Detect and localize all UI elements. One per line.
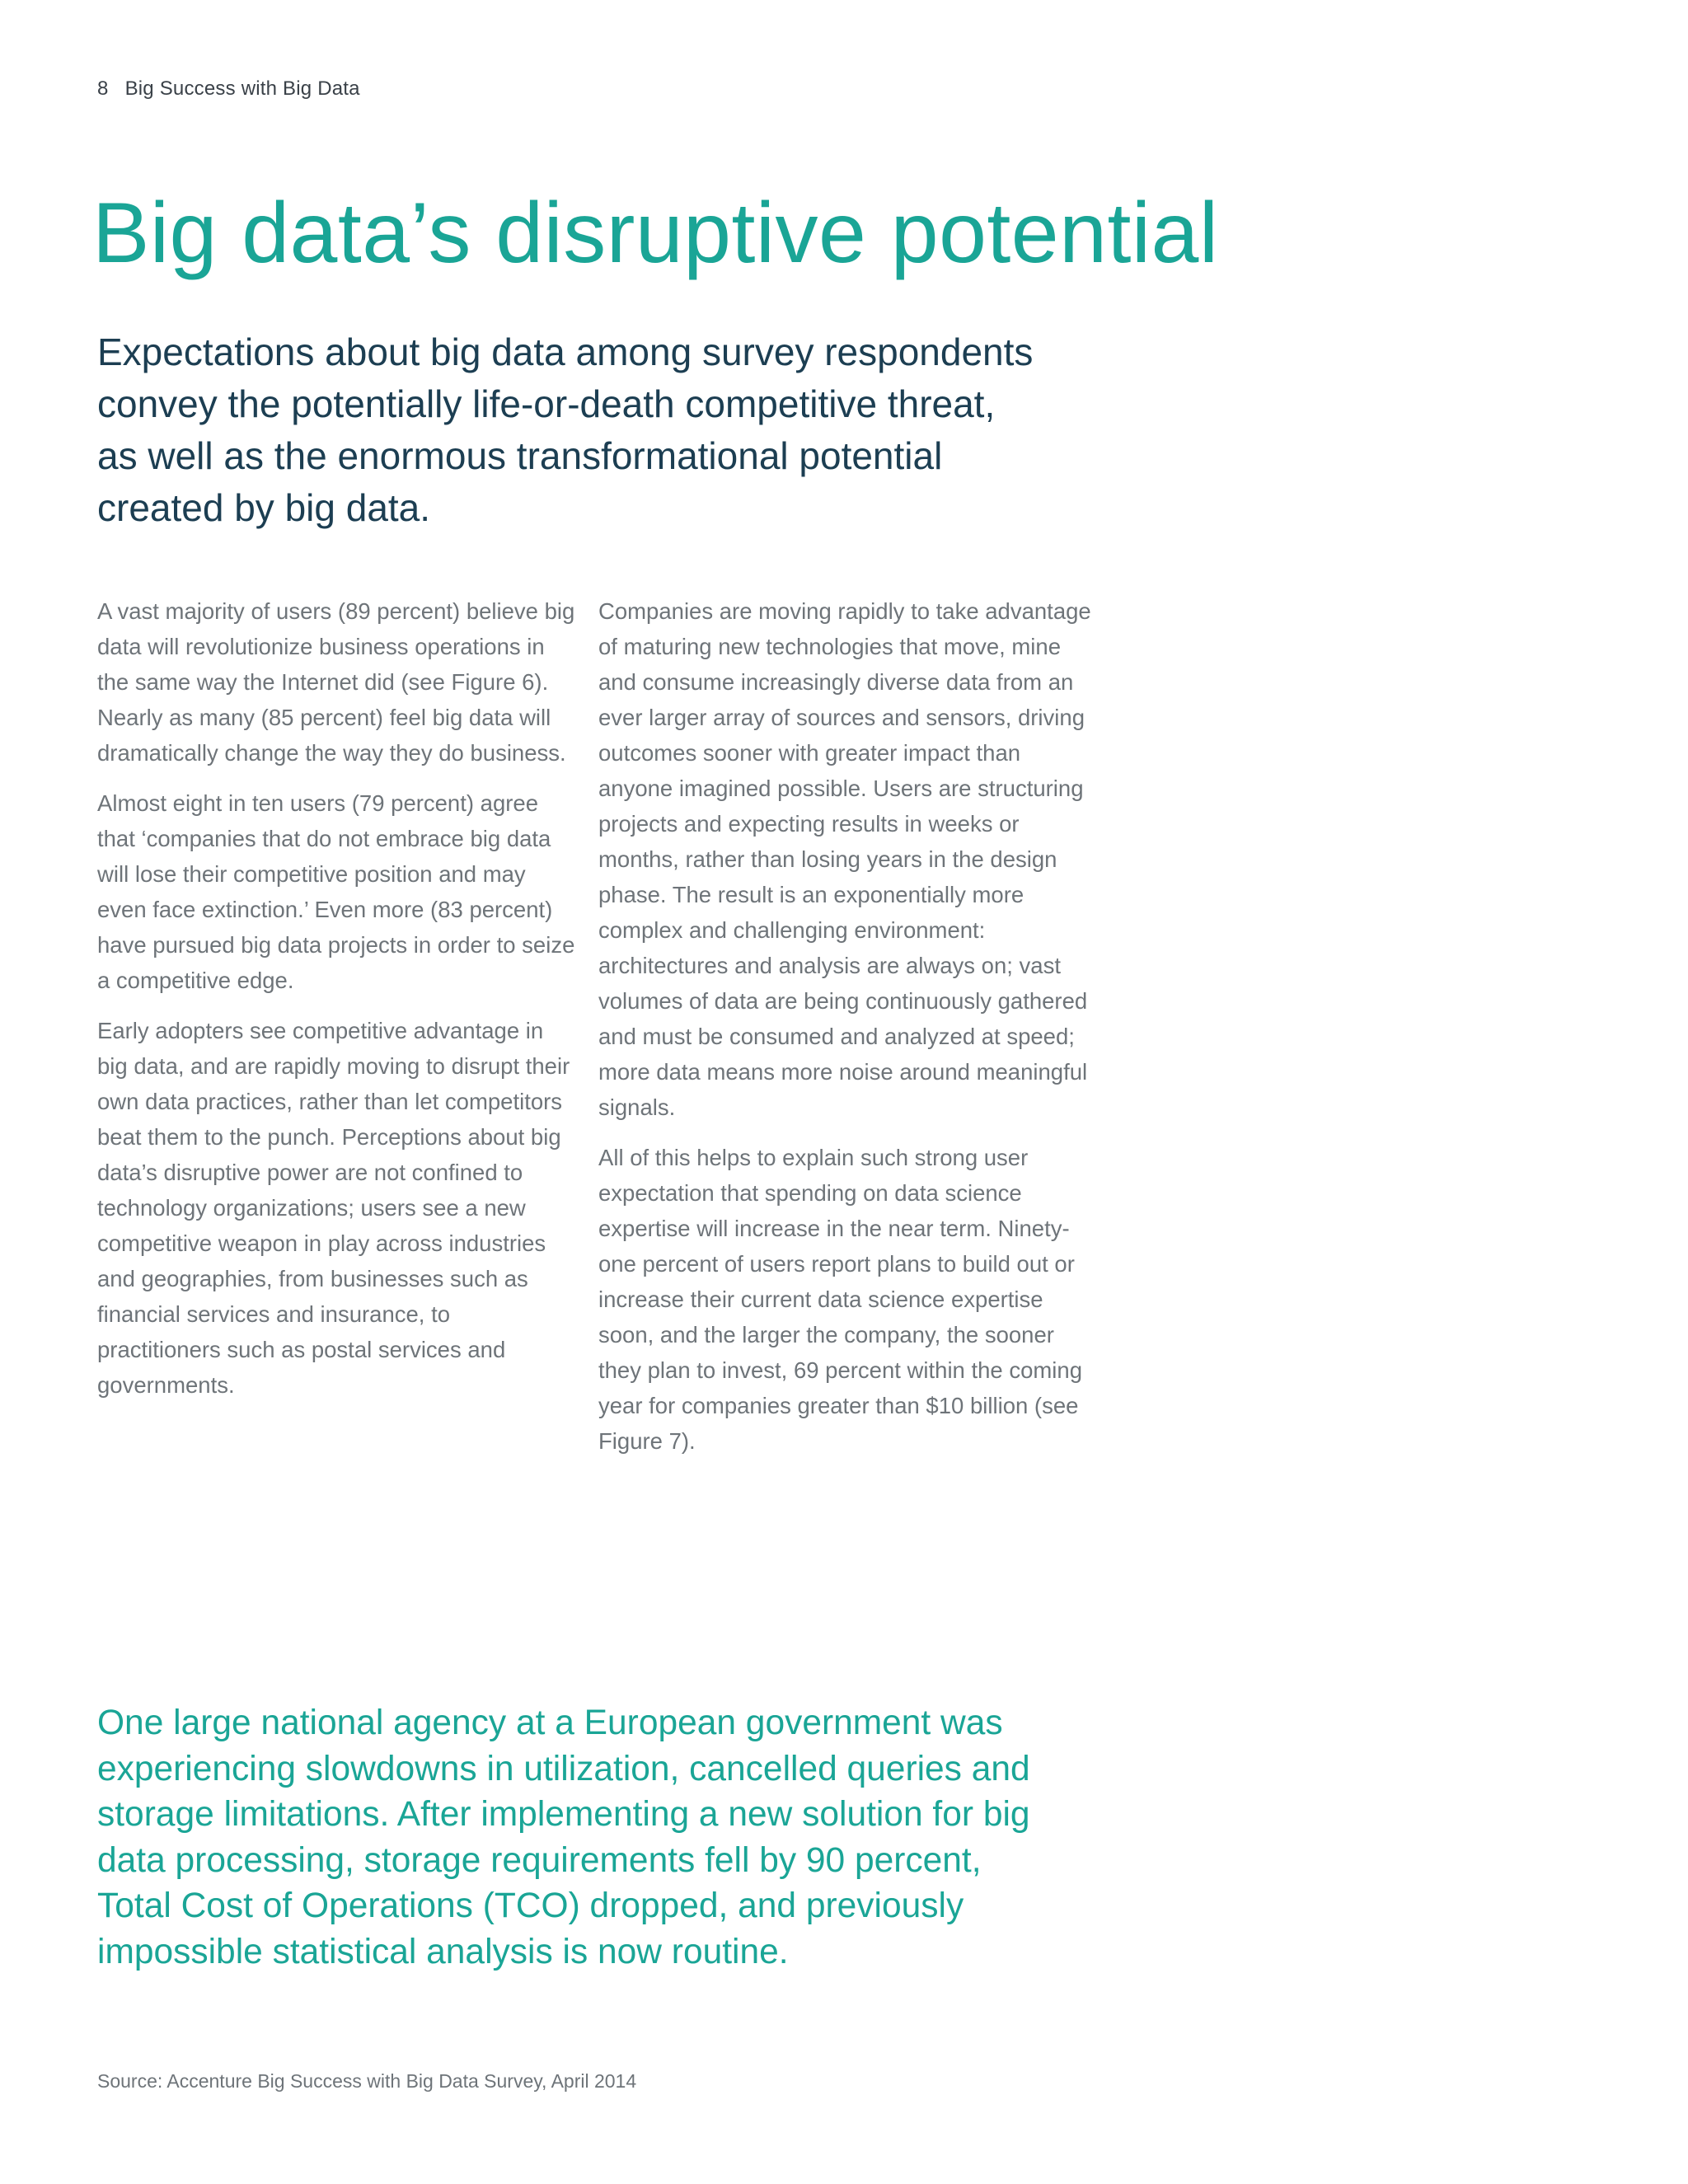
page-title: Big data’s disruptive potential: [92, 185, 1219, 281]
body-paragraph: A vast majority of users (89 percent) believe big data will revolutionize business operations in the same way the Internet did (see Figure 6). Nearly as many (85 percent) feel big data will dramatically change the way they do business.: [97, 598, 575, 766]
page-header: [97, 77, 360, 101]
right-column: [598, 593, 1093, 1474]
pull-quote: One large national agency at a European government was experiencing slowdowns in utilization, cancelled queries and storage limitations. After implementing a new solution for big data processing, storage requirements fell by 90 percent, Total Cost of Operations (TCO) dropped, and previously impossible statistical analysis is now routine.: [97, 1704, 1030, 1971]
running-title: Big Success with Big Data: [124, 77, 360, 100]
left-column: [97, 593, 579, 1418]
body-paragraph: All of this helps to explain such strong user expectation that spending on data science expertise will increase in the near term. Ninety-one percent of users report plans to build out or increase their current data science expertise soon, and the larger the company, the sooner they plan to invest, 69 percent within the coming year for companies greater than $10 billion (see Figure 7).: [598, 1145, 1083, 1454]
source-note: Source: Accenture Big Success with Big Data Survey, April 2014: [97, 2070, 637, 2092]
body-paragraph: Almost eight in ten users (79 percent) agree that ‘companies that do not embrace big data will lose their competitive position and may even face extinction.’ Even more (83 percent) have pursued big data projects in order to seize a competitive edge.: [97, 790, 575, 993]
body-paragraph: Companies are moving rapidly to take advantage of maturing new technologies that move, mine and consume increasingly diverse data from an ever larger array of sources and sensors, driving outcomes sooner with greater impact than anyone imagined possible. Users are structuring projects and expecting results in weeks or months, rather than losing years in the design phase. The result is an exponentially more complex and challenging environment: architectures and analysis are always on; vast volumes of data are being continuously gathered and must be consumed and analyzed at speed; more data means more noise around meaningful signals.: [598, 598, 1091, 1120]
page-number: 8: [97, 77, 109, 100]
body-paragraph: Early adopters see competitive advantage in big data, and are rapidly moving to disrupt their own data practices, rather than let competitors beat them to the punch. Perceptions about big data’s disruptive power are not confined to technology organizations; users see a new competitive weapon in play across industries and geographies, from businesses such as financial services and insurance, to practitioners such as postal services and governments.: [97, 1018, 570, 1398]
subtitle: Expectations about big data among survey respondents convey the potentially life-or-death competitive threat, as well as the enormous transformational potential created by big data.: [97, 330, 1034, 529]
